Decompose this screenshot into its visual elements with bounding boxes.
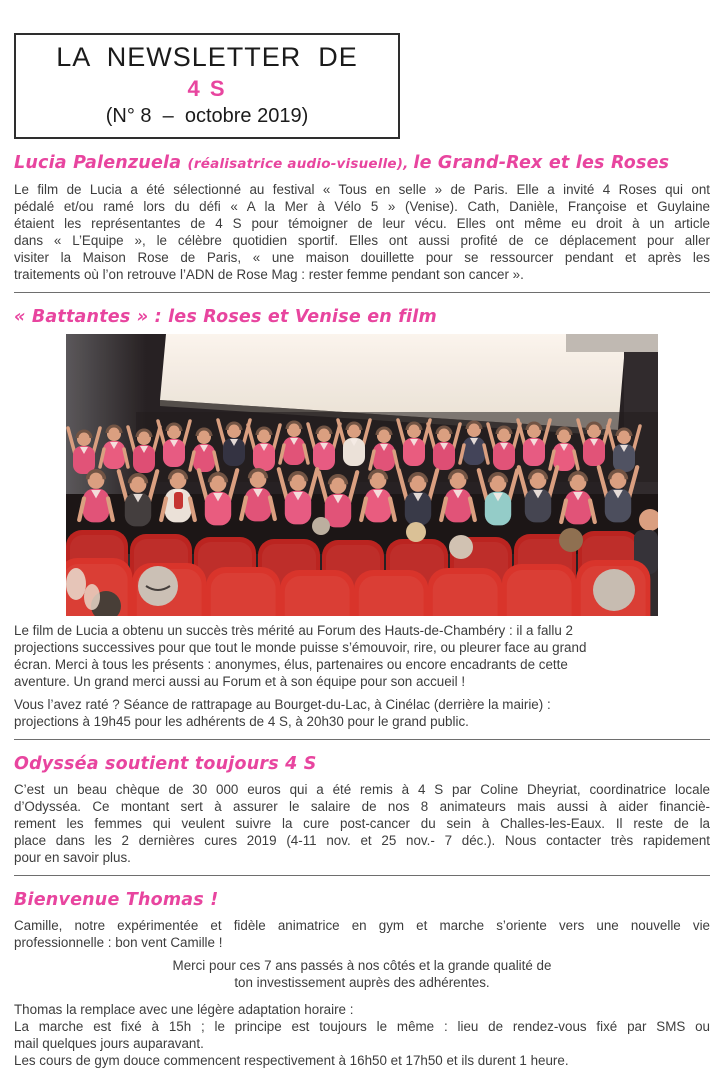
newsletter-photo [66,334,658,616]
heading-lucia-role: (réalisatrice audio-visuelle), [187,156,414,172]
org-name: 4 S [187,76,227,101]
section-heading-thomas: Bienvenue Thomas ! [14,890,219,910]
paragraph-merci-centered: Merci pour ces 7 ans passés à nos côtés et la grande qualité de ton investissement auprès des adhérentes. [172,958,552,990]
newsletter-title-box [14,33,400,139]
paragraph-thomas-remplace: Thomas la remplace avec une légère adaptation horaire : [14,1002,354,1017]
paragraph-odyssea: C’est un beau chèque de 30 000 euros qui a été remis à 4 S par Coline Dheyriat, coordinatrice locale d’Odysséa. Ce montant sert à assurer le salaire de nos 8 animateurs mais aussi à aider financiè- rement les femmes qui veulent suivre la cure post-cancer du sein à Challes-les-Eaux. Il reste de la place dans les 2 dernières cures 2019 (4-11 nov. et 25 nov.- 7 déc.). Nous contacter très rapidement pour en savoir plus. [14,782,710,865]
issue-number: (N° 8 – octobre 2019) [105,105,309,127]
section-divider [14,875,710,876]
paragraph-marche: La marche est fixé à 15h ; le principe est toujours le même : lieu de rendez-vous fixé par SMS ou mail quelques jours auparavant. [14,1019,710,1051]
paragraph-camille: Camille, notre expérimentée et fidèle animatrice en gym et marche s’oriente vers une nouvelle vie professionnelle : bon vent Camille ! [14,918,710,950]
cinema-photo [66,334,658,616]
paragraph-lucia: Le film de Lucia a été sélectionné au festival « Tous en selle » de Paris. Elle a invité 4 Roses qui ont pédalé et/ou ramé lors du défi « A la Mer à Vélo 5 » (Venise). Cath, Danièle, Françoise et Guylaine étaient les représentantes de 4 S pour témoigner de leur vécu. Elles ont même eu droit à un article dans « L’Equipe », le célèbre quotidien sportif. Elles ont aussi profité de ce déplacement pour aller visiter la Maison Rose de Paris, « une maison douillette pour se ressourcer pendant et après les traitements où l’on retrouve l’ADN de Rose Mag : rester femme pendant son cancer ». [14,182,710,282]
section-divider [14,739,710,740]
section-heading-battantes: « Battantes » : les Roses et Venise en film [14,307,437,327]
heading-lucia-rest: le Grand-Rex et les Roses [413,153,670,173]
paragraph-gym-douce: Les cours de gym douce commencent respectivement à 16h50 et 17h50 et ils durent 1 heure. [14,1053,569,1068]
heading-lucia-name: Lucia Palenzuela [14,153,188,173]
newsletter-page [0,33,724,1069]
newsletter-title: LA NEWSLETTER DE [56,42,358,72]
section-heading-lucia [14,152,710,175]
paragraph-rattrapage: Vous l’avez raté ? Séance de rattrapage au Bourget-du-Lac, à Cinélac (derrière la mairie) : projections à 19h45 pour les adhérents de 4 S, à 20h30 pour le grand public. [14,697,551,729]
section-heading-odyssea: Odysséa soutient toujours 4 S [14,754,317,774]
section-divider [14,292,710,293]
paragraph-forum: Le film de Lucia a obtenu un succès très mérité au Forum des Hauts-de-Chambéry : il a fallu 2 projections successives pour que tout le monde puisse s’émouvoir, rire, ou pleurer face au grand écran. Merci à tous les présents : anonymes, élus, partenaires ou encore encadrants de cette aventure. Un grand merci aussi au Forum et à son équipe pour son accueil ! [14,623,587,689]
